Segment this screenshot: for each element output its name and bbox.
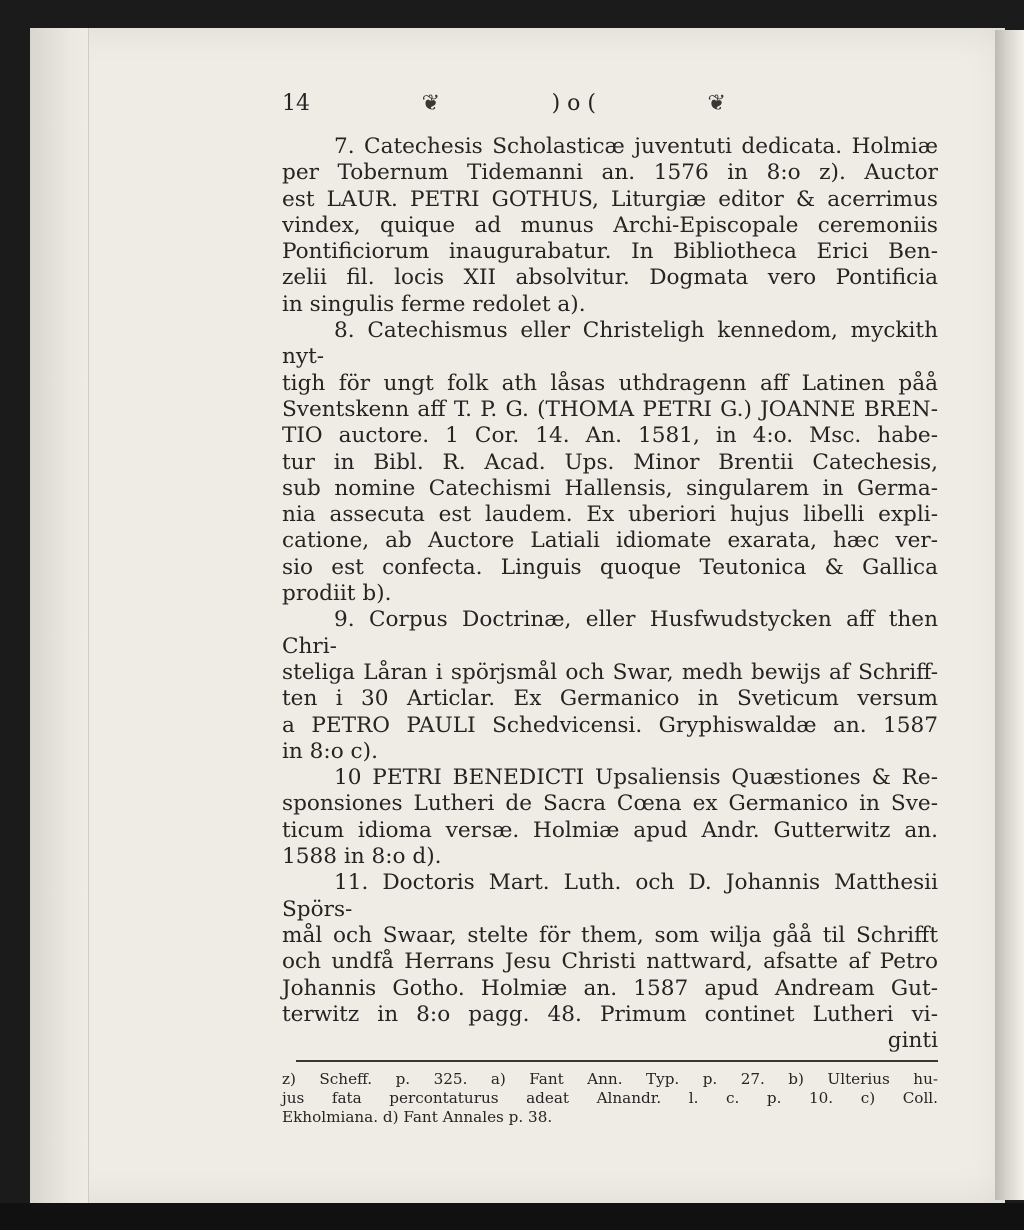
catchword: ginti — [887, 1028, 938, 1054]
text-line: in singulis ferme redolet a). — [282, 291, 586, 317]
text-line: vindex, quique ad munus Archi-Episcopale ceremoniis — [282, 212, 938, 238]
text-line: tigh för ungt folk ath låsas uthdragenn aff Latinen påå — [282, 370, 938, 396]
catalogue-entries — [282, 134, 938, 1028]
text-line: terwitz in 8:o pagg. 48. Primum continet Lutheri vi- — [282, 1001, 938, 1027]
catalogue-entry — [282, 765, 938, 870]
text-line: steliga Låran i spörjsmål och Swar, medh bewijs af Schriff- — [282, 659, 938, 685]
text-line: ten i 30 Articlar. Ex Germanico in Sveticum versum — [282, 686, 938, 712]
binding-gutter — [30, 28, 89, 1203]
text-line: och undfå Herrans Jesu Christi nattward, afsatte af Petro — [282, 949, 938, 975]
text-line: Johannis Gotho. Holmiæ an. 1587 apud Andream Gut- — [282, 975, 938, 1001]
text-line: per Tobernum Tidemanni an. 1576 in 8:o z). Auctor — [282, 160, 938, 186]
fleuron-left-icon: ❦ — [421, 90, 440, 116]
text-line: prodiit b). — [282, 581, 392, 607]
text-line: TIO auctore. 1 Cor. 14. An. 1581, in 4:o. Msc. habe- — [282, 423, 938, 449]
text-line: 11. Doctoris Mart. Luth. och D. Johannis Matthesii Spörs- — [282, 870, 938, 922]
text-line: 10 PETRI BENEDICTI Upsaliensis Quæstiones & Re- — [334, 765, 938, 791]
text-line: 8. Catechismus eller Christeligh kennedom, myckith nyt- — [282, 318, 938, 370]
text-line: 9. Corpus Doctrinæ, eller Husfwudstycken aff then Chri- — [282, 607, 938, 659]
text-line: a PETRO PAULI Schedvicensi. Gryphiswaldæ an. 1587 — [282, 712, 938, 738]
text-line: sio est confecta. Linguis quoque Teutonica & Gallica — [282, 554, 938, 580]
text-line: zelii fil. locis XII absolvitur. Dogmata vero Pontificia — [282, 265, 938, 291]
next-page-edge — [995, 30, 1024, 1200]
catalogue-entry — [282, 318, 938, 607]
text-line: mål och Swaar, stelte för them, som wilja gåå til Schrifft — [282, 922, 938, 948]
page-text — [282, 84, 938, 1127]
text-line: Pontificiorum inaugurabatur. In Bibliotheca Erici Ben- — [282, 239, 938, 265]
text-line: Sventskenn aff T. P. G. (THOMA PETRI G.) JOANNE BREN- — [282, 396, 938, 422]
page-number: 14 — [282, 90, 310, 116]
footnote-line: Ekholmiana. d) Fant Annales p. 38. — [282, 1108, 553, 1127]
text-line: sponsiones Lutheri de Sacra Cœna ex Germanico in Sve- — [282, 791, 938, 817]
text-line: sub nomine Catechismi Hallensis, singularem in Germa- — [282, 475, 938, 501]
scan-background — [0, 1203, 1024, 1230]
catalogue-entry — [282, 134, 938, 318]
footnotes — [282, 1070, 938, 1127]
text-line: catione, ab Auctore Latiali idiomate exarata, hæc ver- — [282, 528, 938, 554]
header-center-ornament: ) o ( — [551, 90, 596, 116]
catalogue-entry — [282, 870, 938, 1028]
text-line: ticum idioma versæ. Holmiæ apud Andr. Gutterwitz an. — [282, 817, 938, 843]
fleuron-right-icon: ❦ — [707, 90, 726, 116]
text-line: nia assecuta est laudem. Ex uberiori hujus libelli expli- — [282, 502, 938, 528]
running-header — [282, 84, 938, 124]
footnote-line: z) Scheff. p. 325. a) Fant Ann. Typ. p. 27. b) Ulterius hu- — [282, 1070, 938, 1089]
text-line: in 8:o c). — [282, 738, 378, 764]
text-line: 7. Catechesis Scholasticæ juventuti dedicata. Holmiæ — [334, 134, 938, 159]
footnote-rule — [296, 1060, 938, 1062]
footnote-line: jus fata percontaturus adeat Alnandr. l. c. p. 10. c) Coll. — [282, 1089, 938, 1108]
text-line: 1588 in 8:o d). — [282, 844, 442, 870]
text-line: tur in Bibl. R. Acad. Ups. Minor Brentii Catechesis, — [282, 449, 938, 475]
text-line: est LAUR. PETRI GOTHUS, Liturgiæ editor & acerrimus — [282, 186, 938, 212]
catalogue-entry — [282, 607, 938, 765]
